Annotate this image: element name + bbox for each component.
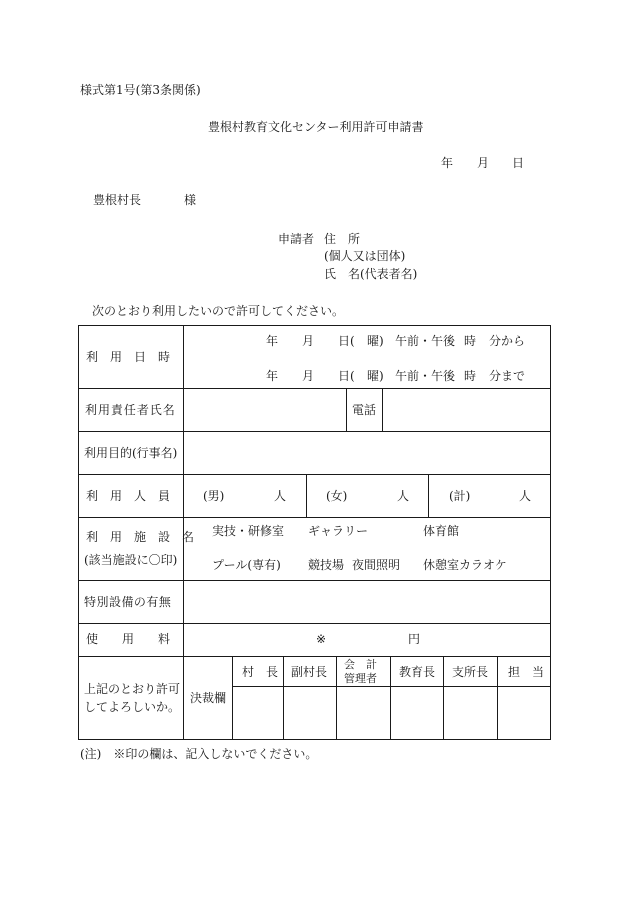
approval-divider — [283, 656, 284, 739]
from-year: 年 — [266, 334, 279, 348]
facility-sub-label: (該当施設に〇印) — [84, 553, 178, 567]
to-month: 月 — [302, 369, 315, 383]
approval-header-divider — [232, 686, 551, 687]
applicant-address-label: 住 所 — [324, 232, 361, 246]
row-divider — [78, 388, 551, 389]
from-hour: 時 — [464, 334, 477, 348]
people-total: (計) — [449, 489, 471, 503]
from-day: 日( — [338, 334, 355, 348]
approval-label-line2: してよろしいか。 — [84, 700, 181, 714]
to-day: 日( — [338, 369, 355, 383]
approval-header-manager: 管理者 — [344, 672, 377, 685]
application-table — [78, 325, 551, 740]
approval-divider — [443, 656, 444, 739]
date-year: 年 — [441, 156, 454, 170]
approval-header-education: 教育長 — [399, 665, 436, 679]
approval-label-line1: 上記のとおり許可 — [84, 682, 181, 696]
approval-header-branch: 支所長 — [452, 665, 489, 679]
applicant-label: 申請者 — [278, 232, 315, 246]
phone-divider-right — [382, 388, 383, 431]
applicant-type-note: (個人又は団体) — [324, 249, 406, 263]
applicant-name-label: 氏 名(代表者名) — [324, 267, 418, 281]
row-divider — [78, 474, 551, 475]
people-male: (男) — [203, 489, 225, 503]
date-day: 日 — [512, 156, 525, 170]
approval-column-label: 決裁欄 — [190, 691, 227, 705]
row-divider — [78, 517, 551, 518]
form-title: 豊根村教育文化センター利用許可申請書 — [208, 120, 424, 134]
from-weekday: 曜) — [367, 334, 384, 348]
from-month: 月 — [302, 334, 315, 348]
people-divider — [306, 474, 307, 517]
form-number: 様式第1号(第3条関係) — [80, 83, 201, 97]
purpose-label: 利用目的(行事名) — [84, 446, 178, 460]
facility-option: 夜間照明 — [352, 558, 401, 572]
addressee-name: 豊根村長 — [93, 193, 142, 207]
addressee-honorific: 様 — [184, 193, 197, 207]
footnote: (注) ※印の欄は、記入しないでください。 — [80, 747, 318, 761]
fee-unit: 円 — [408, 632, 421, 646]
people-male-unit: 人 — [274, 489, 287, 503]
to-year: 年 — [266, 369, 279, 383]
responsible-label: 利用責任者氏名 — [85, 403, 176, 417]
row-divider — [78, 431, 551, 432]
phone-label: 電話 — [352, 403, 377, 417]
facility-option: 実技・研修室 — [212, 524, 285, 538]
people-female-unit: 人 — [397, 489, 410, 503]
approval-divider — [497, 656, 498, 739]
row-divider — [78, 580, 551, 581]
equipment-label: 特別設備の有無 — [84, 595, 172, 609]
facility-label: 利 用 施 設 名 — [86, 530, 195, 544]
facility-option: ギャラリー — [308, 524, 369, 538]
table-border-top — [78, 325, 551, 326]
to-minute: 分まで — [489, 369, 526, 383]
people-divider — [428, 474, 429, 517]
to-ampm: 午前・午後 — [395, 369, 456, 383]
facility-option: 体育館 — [423, 524, 460, 538]
row-divider — [78, 623, 551, 624]
facility-option: プール(専有) — [212, 558, 281, 572]
approval-header-deputy: 副村長 — [291, 665, 328, 679]
facility-option: 競技場 — [308, 558, 345, 572]
facility-option: 休憩室カラオケ — [423, 558, 507, 572]
approval-divider — [336, 656, 337, 739]
approval-header-mayor: 村 長 — [242, 665, 279, 679]
to-hour: 時 — [464, 369, 477, 383]
fee-mark: ※ — [316, 632, 327, 646]
people-total-unit: 人 — [519, 489, 532, 503]
row-divider — [78, 656, 551, 657]
from-ampm: 午前・午後 — [395, 334, 456, 348]
phone-divider-left — [346, 388, 347, 431]
people-label: 利 用 人 員 — [86, 489, 171, 503]
approval-header-staff: 担 当 — [508, 665, 545, 679]
approval-divider — [390, 656, 391, 739]
date-month: 月 — [477, 156, 490, 170]
to-weekday: 曜) — [367, 369, 384, 383]
approval-divider — [232, 656, 233, 739]
intro-text: 次のとおり利用したいので許可してください。 — [92, 304, 345, 318]
from-minute: 分から — [489, 334, 526, 348]
datetime-label: 利 用 日 時 — [86, 350, 171, 364]
people-female: (女) — [326, 489, 348, 503]
fee-label: 使 用 料 — [86, 632, 171, 646]
approval-header-accounting: 会 計 — [344, 658, 377, 671]
table-border-bottom — [78, 739, 551, 740]
